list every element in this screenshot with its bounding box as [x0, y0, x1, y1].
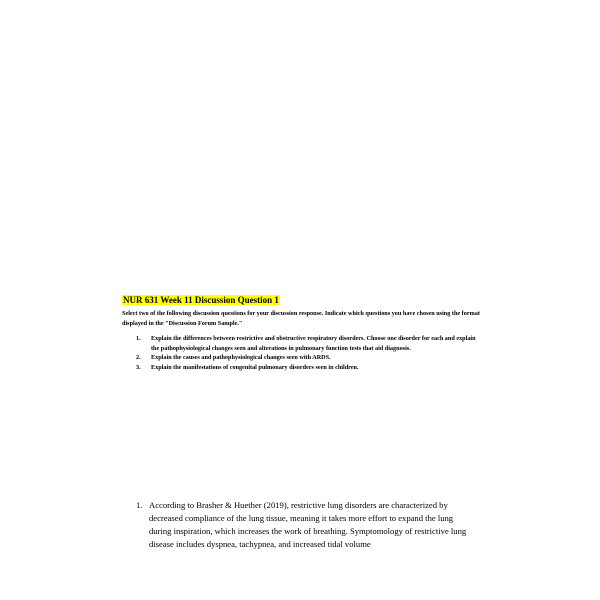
list-item: [136, 363, 476, 373]
question-text: Explain the manifestations of congenital pulmonary disorders seen in children.: [151, 363, 359, 371]
answer-item: [136, 499, 476, 551]
list-item: [136, 353, 476, 363]
question-text: Explain the causes and pathophysiological changes seen with ARDS.: [151, 354, 331, 362]
document-title: NUR 631 Week 11 Discussion Question 1: [123, 295, 279, 305]
list-number: 1.: [136, 335, 141, 342]
list-number: 3.: [136, 363, 141, 371]
answer-text: According to Brasher & Huether (2019), restrictive lung disorders are characterized by decreased compliance of the lung tissue, meaning it takes more effort to expand the lung during inspiration, which increases the work of breathing. Symptomology of restrictive lung disease includes dyspnea, tachypnea, and increased tidal volume: [149, 500, 467, 550]
answer-list: [136, 499, 476, 551]
list-number: 2.: [136, 354, 141, 362]
discussion-question-list: [136, 334, 476, 372]
question-text: Explain the differences between restrictive and obstructive respiratory disorders. Choose one disorder for each and explain the pathophysiological changes seen and alterations in pulmonary function tests that aid diagnosis.: [151, 335, 476, 352]
answer-number: 1.: [136, 500, 143, 510]
instructions-paragraph: Select two of the following discussion questions for your discussion response. Indicate which questions you have chosen using the format displayed in the "Discussion Forum Sample.": [122, 310, 480, 327]
heading-wrapper: [122, 290, 280, 308]
list-item: [136, 334, 476, 353]
